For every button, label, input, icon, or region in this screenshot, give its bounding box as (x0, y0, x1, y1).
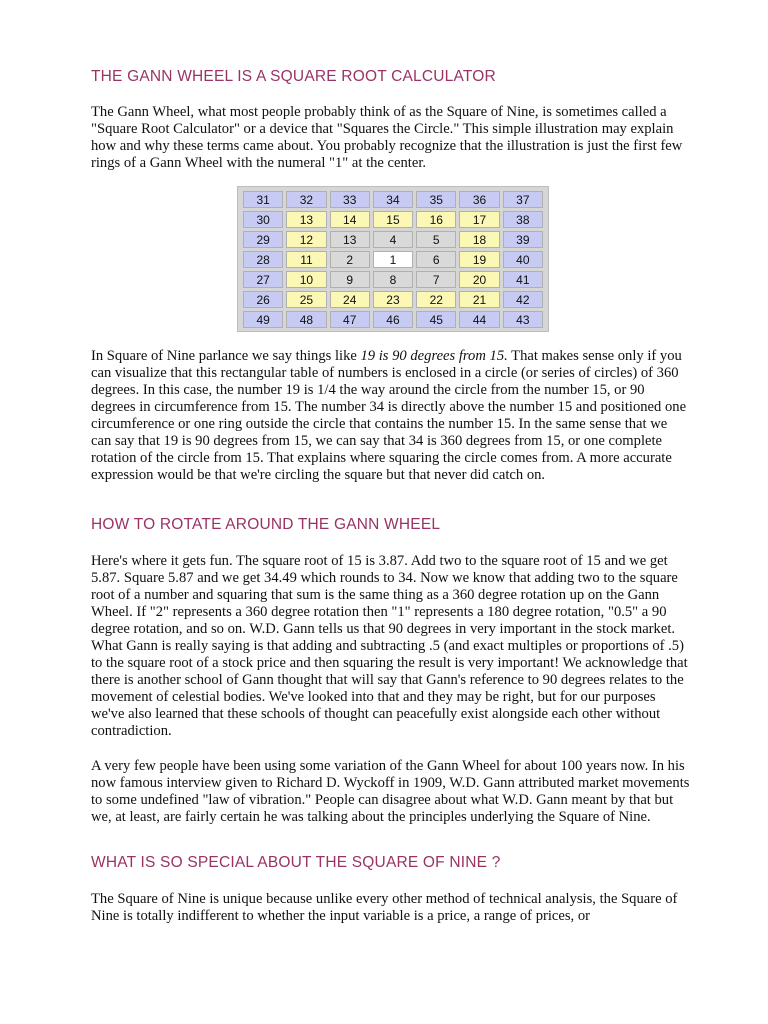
gann-wheel-table (240, 188, 546, 331)
wheel-cell: 7 (416, 271, 456, 288)
wheel-cell: 36 (459, 191, 499, 208)
intro-paragraph: The Gann Wheel, what most people probably think of as the Square of Nine, is sometimes called a "Square Root Calculator" or a device that "Squares the Circle." This simple illustration may explain how and why these terms came about. You probably recognize that the illustration is just the first few rings of a Gann Wheel with the numeral "1" at the center. (91, 104, 683, 171)
wheel-cell: 43 (503, 311, 543, 328)
wheel-cell: 46 (373, 311, 413, 328)
wheel-cell: 27 (243, 271, 283, 288)
heading-rotate-wheel: HOW TO ROTATE AROUND THE GANN WHEEL (91, 516, 441, 533)
wheel-cell: 6 (416, 251, 456, 268)
wheel-cell: 45 (416, 311, 456, 328)
wheel-row (243, 311, 543, 328)
wheel-cell: 37 (503, 191, 543, 208)
wheel-row (243, 251, 543, 268)
wheel-cell: 49 (243, 311, 283, 328)
wheel-cell: 28 (243, 251, 283, 268)
wheel-cell: 1 (373, 251, 413, 268)
gann-wheel-body (243, 191, 543, 328)
wheel-cell: 35 (416, 191, 456, 208)
wheel-row (243, 191, 543, 208)
wheel-cell: 24 (330, 291, 370, 308)
wheel-row (243, 291, 543, 308)
wheel-cell: 13 (330, 231, 370, 248)
wheel-cell: 23 (373, 291, 413, 308)
wheel-cell: 29 (243, 231, 283, 248)
square-of-nine-paragraph: The Square of Nine is unique because unlike every other method of technical analysis, the Square of Nine is totally indifferent to whether the input variable is a price, a range of prices, or (91, 891, 678, 924)
wheel-cell: 20 (459, 271, 499, 288)
heading-square-of-nine-special: WHAT IS SO SPECIAL ABOUT THE SQUARE OF NINE ? (91, 854, 501, 871)
wheel-cell: 38 (503, 211, 543, 228)
wheel-cell: 22 (416, 291, 456, 308)
wheel-cell: 30 (243, 211, 283, 228)
wheel-cell: 25 (286, 291, 326, 308)
wheel-row (243, 211, 543, 228)
wheel-row (243, 231, 543, 248)
parlance-text-start: In Square of Nine parlance we say things like (91, 348, 361, 364)
wheel-cell: 9 (330, 271, 370, 288)
rotation-paragraph: Here's where it gets fun. The square root of 15 is 3.87. Add two to the square root of 15 and we get 5.87. Square 5.87 and we get 34.49 which rounds to 34. Now we know that adding two to the square root of a number and squaring that sum is the same thing as a 360 degree rotation up on the Gann Wheel. If "2" represents a 360 degree rotation then "1" represents a 180 degree rotation, "0.5" a 90 degree rotation, and so on. W.D. Gann tells us that 90 degrees in very important in the stock market. What Gann is really saying is that adding and subtracting .5 (and exact multiples or proportions of .5) to the square root of a stock price and then squaring the result is very important! We acknowledge that there is another school of Gann thought that will say that Gann's reference to 90 degrees relates to the movement of celestial bodies. We've looked into that and they may be right, but for our purposes we've also learned that these schools of thought can peacefully exist alongside each other without contradiction. (91, 553, 688, 739)
wheel-cell: 34 (373, 191, 413, 208)
heading-gann-wheel-calculator: THE GANN WHEEL IS A SQUARE ROOT CALCULATOR (91, 68, 496, 85)
wheel-cell: 41 (503, 271, 543, 288)
wheel-cell: 26 (243, 291, 283, 308)
wheel-cell: 13 (286, 211, 326, 228)
wheel-cell: 14 (330, 211, 370, 228)
wheel-cell: 19 (459, 251, 499, 268)
wheel-cell: 32 (286, 191, 326, 208)
wheel-cell: 4 (373, 231, 413, 248)
wheel-cell: 5 (416, 231, 456, 248)
wheel-cell: 17 (459, 211, 499, 228)
wheel-cell: 42 (503, 291, 543, 308)
wheel-cell: 21 (459, 291, 499, 308)
wheel-cell: 33 (330, 191, 370, 208)
wheel-cell: 31 (243, 191, 283, 208)
wheel-cell: 8 (373, 271, 413, 288)
parlance-italic-phrase: 19 is 90 degrees from 15. (360, 348, 508, 364)
wheel-cell: 16 (416, 211, 456, 228)
wheel-cell: 15 (373, 211, 413, 228)
wheel-cell: 18 (459, 231, 499, 248)
history-paragraph: A very few people have been using some variation of the Gann Wheel for about 100 years now. In his now famous interview given to Richard D. Wyckoff in 1909, W.D. Gann attributed market movements to some undefined "law of vibration." People can disagree about what W.D. Gann meant by that but we, at least, are fairly certain he was talking about the principles underlying the Square of Nine. (91, 758, 690, 825)
wheel-cell: 44 (459, 311, 499, 328)
parlance-text-end: That makes sense only if you can visualize that this rectangular table of numbers is enclosed in a circle (or series of circles) of 360 degrees. In this case, the number 19 is 1/4 the way around the circle from the number 15, or 90 degrees in circumference from 15. The number 34 is directly above the number 15 and positioned one circumference or one ring outside the circle that contains the number 15. In the same sense that we can say that 19 is 90 degrees from 15, we can say that 34 is 360 degrees from 15, or one complete rotation of the circle from 15. That explains where squaring the circle comes from. A more accurate expression would be that we're circling the square but that never did catch on. (91, 348, 687, 483)
wheel-row (243, 271, 543, 288)
gann-wheel-illustration (237, 186, 549, 332)
wheel-cell: 10 (286, 271, 326, 288)
wheel-cell: 48 (286, 311, 326, 328)
wheel-cell: 11 (286, 251, 326, 268)
wheel-cell: 40 (503, 251, 543, 268)
wheel-cell: 2 (330, 251, 370, 268)
wheel-cell: 47 (330, 311, 370, 328)
parlance-paragraph (91, 348, 691, 484)
wheel-cell: 39 (503, 231, 543, 248)
wheel-cell: 12 (286, 231, 326, 248)
